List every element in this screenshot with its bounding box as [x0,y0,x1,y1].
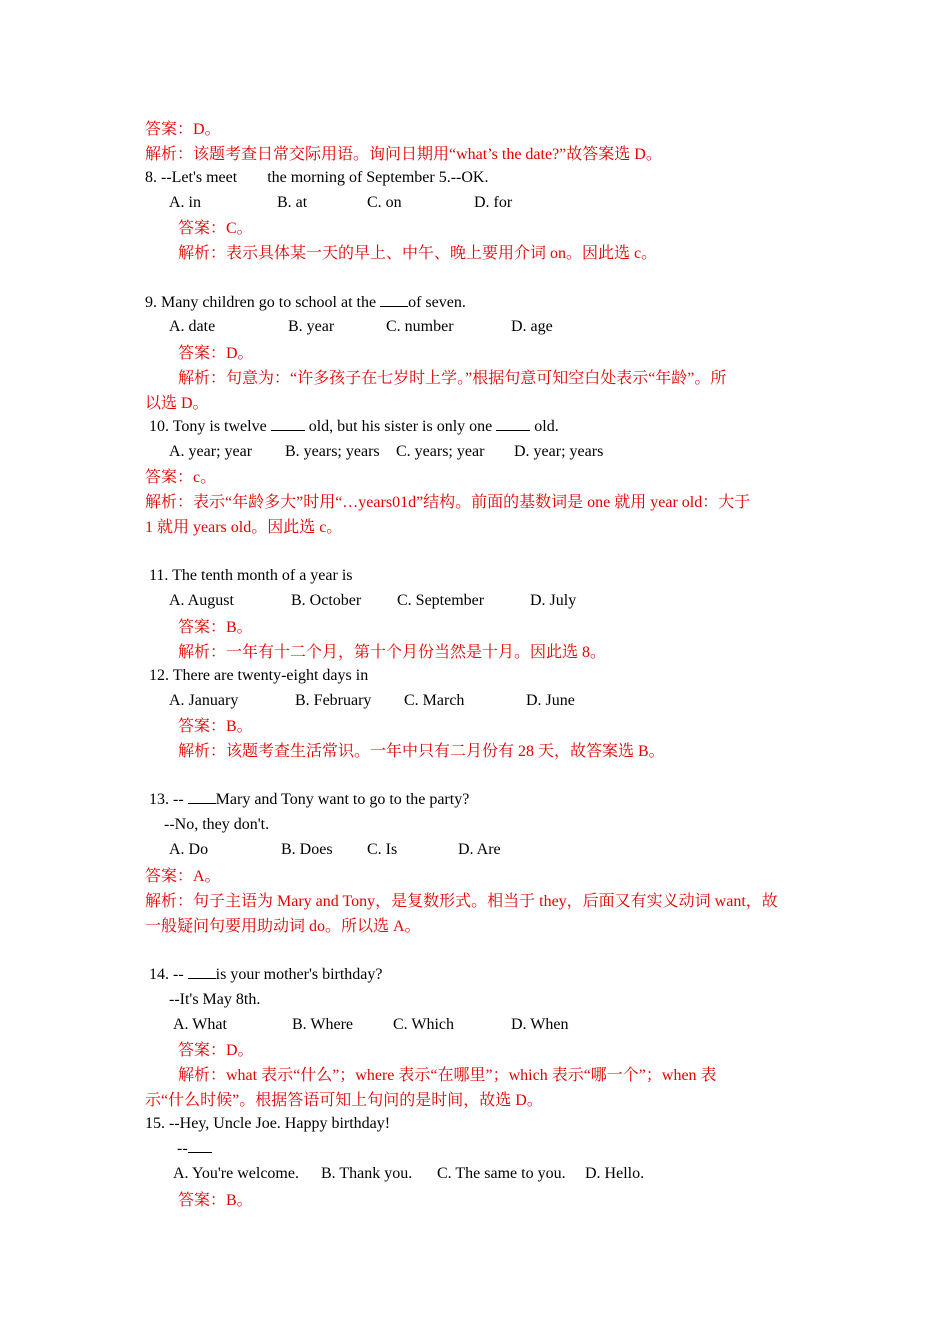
answer-blank [188,1139,212,1153]
option-c: C. on [367,194,402,211]
option-d: D. year; years [514,443,604,460]
option-b: B. Does [281,841,333,858]
option-a: A. in [169,194,201,211]
option-b: B. February [295,692,372,709]
explanation-text-cont: 1 就用 years old。因此选 c。 [145,519,343,536]
option-b: B. years; years [285,443,380,460]
option-b: B. Thank you. [321,1165,413,1182]
explanation-text: 解析：句子主语为 Mary and Tony，是复数形式。相当于 they，后面又有实义动词 want，故 [145,893,778,910]
question-14-reply: --It's May 8th. [169,991,261,1008]
option-d: D. June [526,692,575,709]
option-d: D. July [530,592,577,609]
question-14-stem: 14. -- is your mother's birthday? [149,966,383,983]
option-d: D. Are [458,841,501,858]
option-d: D. for [474,194,513,211]
answer-text: 答案：B。 [178,1192,253,1209]
option-a: A. August [169,592,234,609]
answer-text: 答案：C。 [178,220,253,237]
option-a: A. January [169,692,239,709]
option-c: C. March [404,692,465,709]
explanation-text: 解析：what 表示“什么”；where 表示“在哪里”；which 表示“哪一个”；when 表 [178,1067,717,1084]
question-9-stem: 9. Many children go to school at the of seven. [145,294,466,311]
option-a: A. Do [169,841,209,858]
answer-blank [188,965,216,979]
explanation-text: 解析：一年有十二个月，第十个月份当然是十月。因此选 8。 [178,644,607,661]
option-b: B. at [277,194,308,211]
answer-blank [271,417,305,431]
option-c: C. September [397,592,485,609]
explanation-text-cont: 示“什么时候”。根据答语可知上句问的是时间，故选 D。 [145,1092,543,1109]
explanation-text: 解析：表示具体某一天的早上、中午、晚上要用介词 on。因此选 c。 [178,245,658,262]
answer-text: 答案：c。 [145,469,217,486]
option-d: D. age [511,318,553,335]
answer-text: 答案：D。 [178,345,254,362]
answer-blank [188,790,216,804]
option-a: A. You're welcome. [173,1165,299,1182]
answer-blank [496,417,530,431]
question-15-stem: 15. --Hey, Uncle Joe. Happy birthday! [145,1115,391,1132]
option-a: A. date [169,318,216,335]
explanation-text-cont: 以选 D。 [145,395,209,412]
answer-text: 答案：B。 [178,718,253,735]
answer-text: 答案：D。 [178,1042,254,1059]
option-c: C. number [386,318,454,335]
question-15-reply: -- [177,1139,212,1159]
explanation-text: 解析：该题考查生活常识。一年中只有二月份有 28 天，故答案选 B。 [178,743,665,760]
option-b: B. Where [292,1016,354,1033]
option-c: C. Is [367,841,398,858]
option-a: A. What [173,1016,227,1033]
option-d: D. Hello. [585,1165,645,1182]
answer-text: 答案：D。 [145,121,221,138]
question-8-stem: 8. --Let's meet the morning of September 5.--OK. [145,169,489,186]
explanation-text: 解析：该题考查日常交际用语。询问日期用“what’s the date?”故答案选 D。 [145,146,662,163]
option-b: B. year [288,318,335,335]
answer-blank [380,293,408,307]
question-13-reply: --No, they don't. [164,816,270,833]
explanation-text: 解析：表示“年龄多大”时用“…years01d”结构。前面的基数词是 one 就用 year old：大于 [145,494,751,511]
option-c: C. years; year [396,443,485,460]
option-d: D. When [511,1016,569,1033]
question-11-stem: 11. The tenth month of a year is [149,567,353,584]
answer-text: 答案：A。 [145,868,221,885]
explanation-text-cont: 一般疑问句要用助动词 do。所以选 A。 [145,918,421,935]
answer-text: 答案：B。 [178,619,253,636]
option-b: B. October [291,592,362,609]
option-c: C. Which [393,1016,455,1033]
option-c: C. The same to you. [437,1165,566,1182]
option-a: A. year; year [169,443,253,460]
question-13-stem: 13. -- Mary and Tony want to go to the party? [149,791,470,808]
question-10-stem: 10. Tony is twelve old, but his sister is only one old. [149,418,559,435]
question-12-stem: 12. There are twenty-eight days in [149,667,369,684]
explanation-text: 解析：句意为：“许多孩子在七岁时上学。”根据句意可知空白处表示“年龄”。所 [178,370,727,387]
